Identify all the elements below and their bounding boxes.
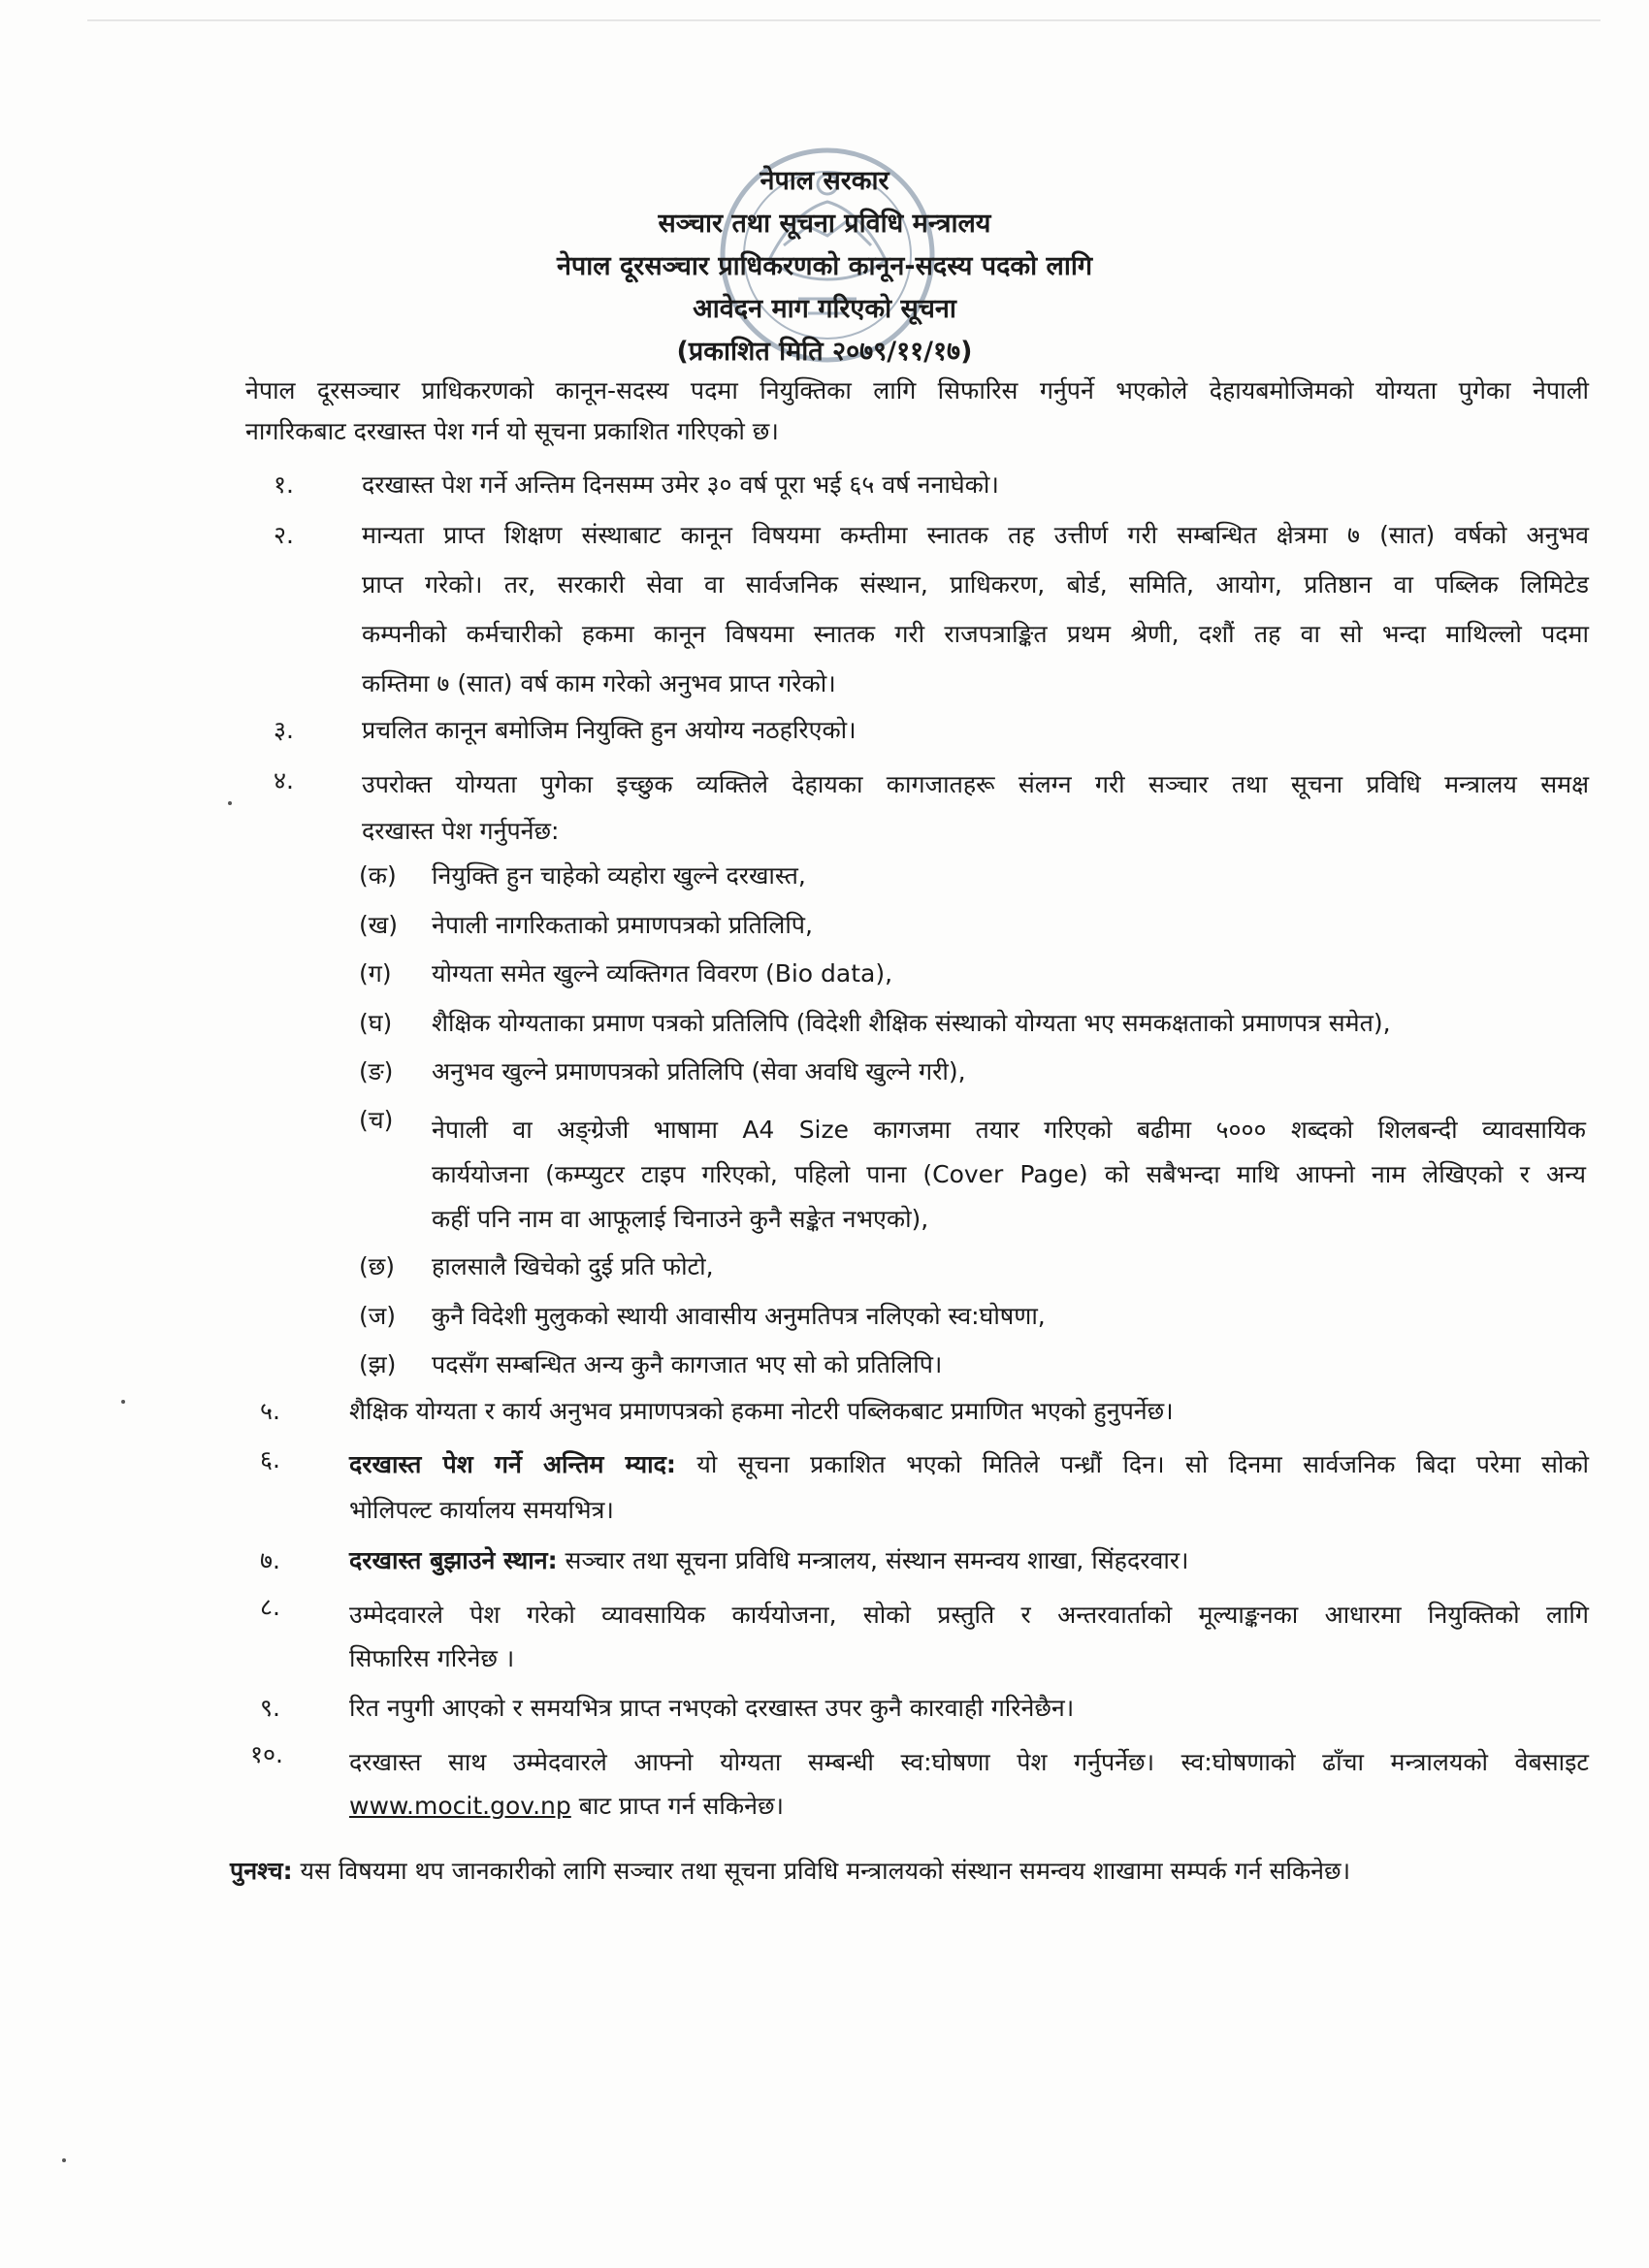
sub-item-text: हालसालै खिचेको दुई प्रति फोटो,	[432, 1252, 714, 1280]
postscript-text: यस विषयमा थप जानकारीको लागि सञ्चार तथा सूचना प्रविधि मन्त्रालयको संस्थान समन्वय शाखामा सम्पर्क गर्न सकिनेछ।	[292, 1857, 1351, 1885]
item-text-line	[349, 1790, 784, 1823]
sub-item-text-line: कहीं पनि नाम वा आफूलाई चिनाउने कुनै सङ्केत नभएको),	[432, 1205, 929, 1233]
item-number: ९.	[260, 1694, 280, 1722]
sub-item-label: (क)	[359, 861, 397, 890]
sub-item-label: (ख)	[359, 911, 398, 939]
item-text: प्रचलित कानून बमोजिम नियुक्ति हुन अयोग्य नठहरिएको।	[362, 716, 857, 744]
postscript-label: पुनश्च:	[230, 1857, 293, 1885]
item-number: ४.	[274, 766, 294, 794]
sub-item-text: पदसँग सम्बन्धित अन्य कुनै कागजात भए सो को प्रतिलिपि।	[432, 1350, 943, 1378]
item-number: २.	[274, 521, 294, 549]
scan-speck	[228, 801, 232, 805]
item-number: १.	[274, 470, 294, 499]
deadline-label: दरखास्त पेश गर्ने अन्तिम म्याद:	[349, 1450, 676, 1478]
notice-header	[543, 160, 1106, 373]
header-ministry: सञ्चार तथा सूचना प्रविधि मन्त्रालय	[658, 209, 991, 239]
item-text-line: कम्तिमा ७ (सात) वर्ष काम गरेको अनुभव प्राप्त गरेको।	[362, 669, 836, 697]
item-text: दरखास्त पेश गर्ने अन्तिम दिनसम्म उमेर ३० वर्ष पूरा भई ६५ वर्ष ननाघेको।	[362, 470, 999, 499]
scan-speck	[121, 1400, 125, 1404]
sub-item-label: (ग)	[359, 959, 392, 988]
sub-item-text-line: कार्ययोजना (कम्प्युटर टाइप गरिएको, पहिलो पाना (Cover Page) को सबैभन्दा माथि आफ्नो नाम लेखिएको र अन्य	[432, 1160, 1586, 1188]
header-authority-post: नेपाल दूरसञ्चार प्राधिकरणको कानून-सदस्य पदको लागि	[556, 251, 1093, 281]
item-text	[349, 1544, 1189, 1577]
item-text-line	[349, 1448, 1589, 1481]
postscript	[230, 1855, 1350, 1888]
item-number: ७.	[260, 1546, 280, 1574]
sub-item-text: योग्यता समेत खुल्ने व्यक्तिगत विवरण (Bio data),	[432, 959, 893, 988]
item-text-line: मान्यता प्राप्त शिक्षण संस्थाबाट कानून विषयमा कम्तीमा स्नातक तह उत्तीर्ण गरी सम्बन्धित क्षेत्रमा ७ (सात) वर्षको अनुभव	[362, 521, 1589, 549]
ministry-website-link[interactable]: www.mocit.gov.np	[349, 1792, 571, 1820]
sub-item-label: (झ)	[359, 1350, 397, 1378]
item-text-line: दरखास्त साथ उम्मेदवारले आफ्नो योग्यता सम्बन्धी स्व:घोषणा पेश गर्नुपर्नेछ। स्व:घोषणाको ढाँचा मन्त्रालयको वेबसाइट	[349, 1748, 1589, 1776]
header-publish-date: (प्रकाशित मिति २०७९/११/१७)	[676, 337, 973, 367]
sub-item-label: (ङ)	[359, 1057, 394, 1085]
item-text-line: उपरोक्त योग्यता पुगेका इच्छुक व्यक्तिले देहायका कागजातहरू संलग्न गरी सञ्चार तथा सूचना प्रविधि मन्त्रालय समक्ष	[362, 770, 1589, 798]
item-text-line: उम्मेदवारले पेश गरेको व्यावसायिक कार्ययोजना, सोको प्रस्तुति र अन्तरवार्ताको मूल्याङ्कनका आधारमा नियुक्तिको लागि	[349, 1601, 1589, 1629]
sub-item-label: (छ)	[359, 1252, 396, 1280]
item-number: ५.	[260, 1397, 280, 1425]
item-number: ३.	[274, 716, 294, 744]
item-text-line: कम्पनीको कर्मचारीको हकमा कानून विषयमा स्नातक गरी राजपत्राङ्कित प्रथम श्रेणी, दशौं तह वा सो भन्दा माथिल्लो पदमा	[362, 620, 1589, 648]
submission-place-text: सञ्चार तथा सूचना प्रविधि मन्त्रालय, संस्थान समन्वय शाखा, सिंहदरवार।	[557, 1546, 1189, 1574]
sub-item-text: कुनै विदेशी मुलुकको स्थायी आवासीय अनुमतिपत्र नलिएको स्व:घोषणा,	[432, 1302, 1046, 1330]
sub-item-text: नियुक्ति हुन चाहेको व्यहोरा खुल्ने दरखास्त,	[432, 861, 806, 890]
sub-item-text: अनुभव खुल्ने प्रमाणपत्रको प्रतिलिपि (सेवा अवधि खुल्ने गरी),	[432, 1057, 966, 1085]
intro-line-1: नेपाल दूरसञ्चार प्राधिकरणको कानून-सदस्य पदमा नियुक्तिका लागि सिफारिस गर्नुपर्ने भएकोले देहायबमोजिमको योग्यता पुगेका नेपाली	[245, 376, 1589, 405]
item-text-line: भोलिपल्ट कार्यालय समयभित्र।	[349, 1496, 614, 1524]
sub-item-text: नेपाली नागरिकताको प्रमाणपत्रको प्रतिलिपि,	[432, 911, 813, 939]
website-suffix: बाट प्राप्त गर्न सकिनेछ।	[570, 1792, 784, 1820]
header-notice-title: आवेदन माग गरिएको सूचना	[693, 294, 956, 324]
scan-edge-line	[87, 19, 1600, 21]
item-text: शैक्षिक योग्यता र कार्य अनुभव प्रमाणपत्रको हकमा नोटरी पब्लिकबाट प्रमाणित भएको हुनुपर्नेछ।	[349, 1397, 1174, 1425]
submission-place-label: दरखास्त बुझाउने स्थान:	[349, 1546, 558, 1574]
item-number: १०.	[250, 1740, 283, 1768]
sub-item-label: (घ)	[359, 1009, 393, 1037]
sub-item-text-line: नेपाली वा अङ्ग्रेजी भाषामा A4 Size कागजमा तयार गरिएको बढीमा ५००० शब्दको शिलबन्दी व्यावसायिक	[432, 1116, 1586, 1144]
item-text: रित नपुगी आएको र समयभित्र प्राप्त नभएको दरखास्त उपर कुनै कारवाही गरिनेछैन।	[349, 1694, 1075, 1722]
item-number: ६.	[260, 1445, 280, 1474]
item-text-line: सिफारिस गरिनेछ ।	[349, 1644, 515, 1672]
item-number: ८.	[260, 1593, 280, 1621]
scan-speck	[62, 2158, 66, 2162]
header-government: नेपाल सरकार	[760, 166, 889, 196]
intro-line-2: नागरिकबाट दरखास्त पेश गर्न यो सूचना प्रकाशित गरिएको छ।	[245, 417, 779, 445]
deadline-text: यो सूचना प्रकाशित भएको मितिले पन्ध्रौं दिन। सो दिनमा सार्वजनिक बिदा परेमा सोको	[675, 1450, 1589, 1478]
sub-item-label: (च)	[359, 1106, 394, 1134]
item-text-line: प्राप्त गरेको। तर, सरकारी सेवा वा सार्वजनिक संस्थान, प्राधिकरण, बोर्ड, समिति, आयोग, प्रतिष्ठान वा पब्लिक लिमिटेड	[362, 570, 1589, 599]
item-text-line: दरखास्त पेश गर्नुपर्नेछ:	[362, 817, 560, 845]
sub-item-text: शैक्षिक योग्यताका प्रमाण पत्रको प्रतिलिपि (विदेशी शैक्षिक संस्थाको योग्यता भए समकक्षताको प्रमाणपत्र समेत),	[432, 1009, 1391, 1037]
sub-item-label: (ज)	[359, 1302, 397, 1330]
